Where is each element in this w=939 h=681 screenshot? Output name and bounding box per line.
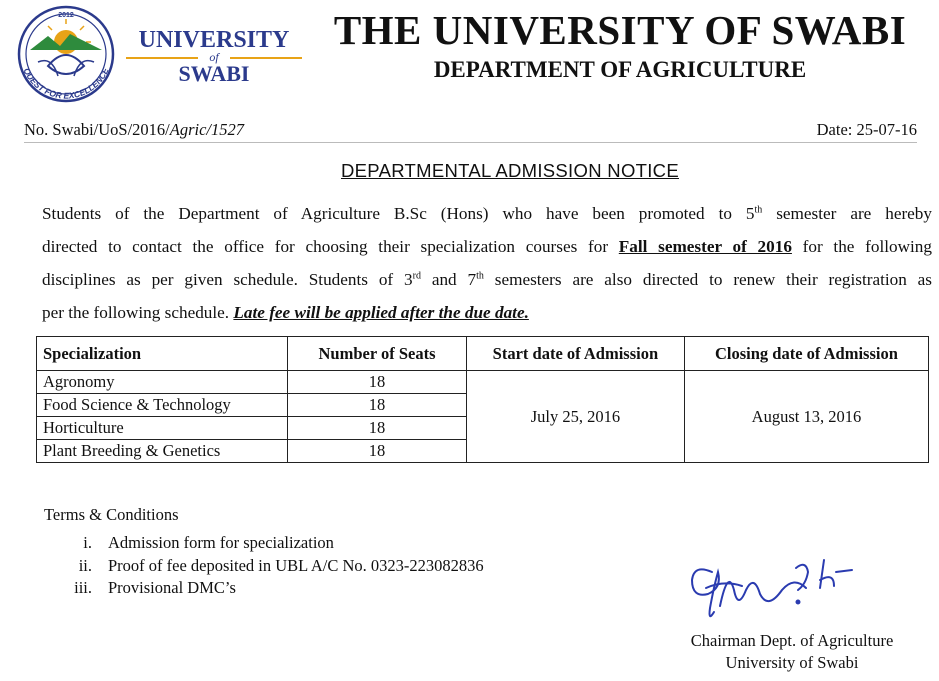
seats-cell: 18 (288, 371, 467, 394)
logo-motto: QUEST FOR EXCELLENCE (21, 66, 111, 101)
column-header: Closing date of Admission (684, 337, 928, 371)
list-item (44, 532, 484, 555)
university-logo (8, 4, 308, 104)
department-subtitle: DEPARTMENT OF AGRICULTURE (433, 57, 807, 82)
signatory-institution: University of Swabi (725, 653, 859, 672)
term-number: i. (83, 533, 92, 552)
logo-year: 2012 (58, 12, 74, 19)
admission-schedule-table (36, 336, 929, 463)
term-text: Provisional DMC’s (108, 578, 236, 597)
fall-semester-emphasis: Fall semester of 2016 (618, 237, 792, 256)
body-line: Students of the Department of Agriculture B.Sc (Hons) who have been promoted to 5th semester are hereby (42, 204, 932, 223)
reference-line (24, 118, 917, 143)
logo-word-swabi: SWABI (178, 61, 250, 86)
signatory-block (640, 630, 939, 674)
term-text: Proof of fee deposited in UBL A/C No. 0323-223082836 (108, 555, 484, 575)
column-header: Start date of Admission (466, 337, 684, 371)
terms-title: Terms & Conditions (44, 505, 179, 524)
specialization-cell: Horticulture (37, 417, 288, 440)
late-fee-warning: Late fee will be applied after the due date. (233, 303, 529, 322)
specialization-cell: Food Science & Technology (37, 394, 288, 417)
reference-number: No. Swabi/UoS/2016/Agric/1527 (24, 120, 245, 139)
seats-cell: 18 (288, 417, 467, 440)
svg-text:QUEST FOR EXCELLENCE (21, 66, 110, 101)
specialization-cell: Agronomy (37, 371, 288, 394)
closing-date-cell: August 13, 2016 (684, 371, 928, 463)
seats-cell: 18 (288, 394, 467, 417)
column-header: Specialization (37, 337, 288, 371)
list-item (44, 577, 484, 600)
seats-cell: 18 (288, 440, 467, 463)
logo-word-university: UNIVERSITY (138, 27, 290, 53)
table-header-row (37, 337, 929, 371)
term-number: ii. (78, 555, 92, 575)
body-line: per the following schedule. Late fee will be applied after the due date. (42, 303, 529, 322)
terms-list (44, 532, 484, 600)
body-line: directed to contact the office for choosing their specialization courses for Fall semester of 2016 for the following (42, 237, 932, 256)
term-text: Admission form for specialization (108, 533, 334, 552)
table-row (37, 371, 929, 394)
term-number: iii. (74, 578, 92, 597)
column-header: Number of Seats (288, 337, 467, 371)
body-line: disciplines as per given schedule. Students of 3rd and 7th semesters are also directed to renew their registration as (42, 270, 932, 289)
list-item (44, 555, 484, 578)
start-date-cell: July 25, 2016 (466, 371, 684, 463)
logo-word-of: of (209, 50, 219, 64)
notice-heading: DEPARTMENTAL ADMISSION NOTICE (341, 160, 679, 181)
notice-body (42, 197, 932, 329)
university-title: THE UNIVERSITY OF SWABI (333, 7, 907, 53)
handwritten-signature (684, 550, 874, 630)
notice-date: Date: 25-07-16 (816, 120, 917, 139)
signatory-title: Chairman Dept. of Agriculture (690, 631, 894, 650)
specialization-cell: Plant Breeding & Genetics (37, 440, 288, 463)
